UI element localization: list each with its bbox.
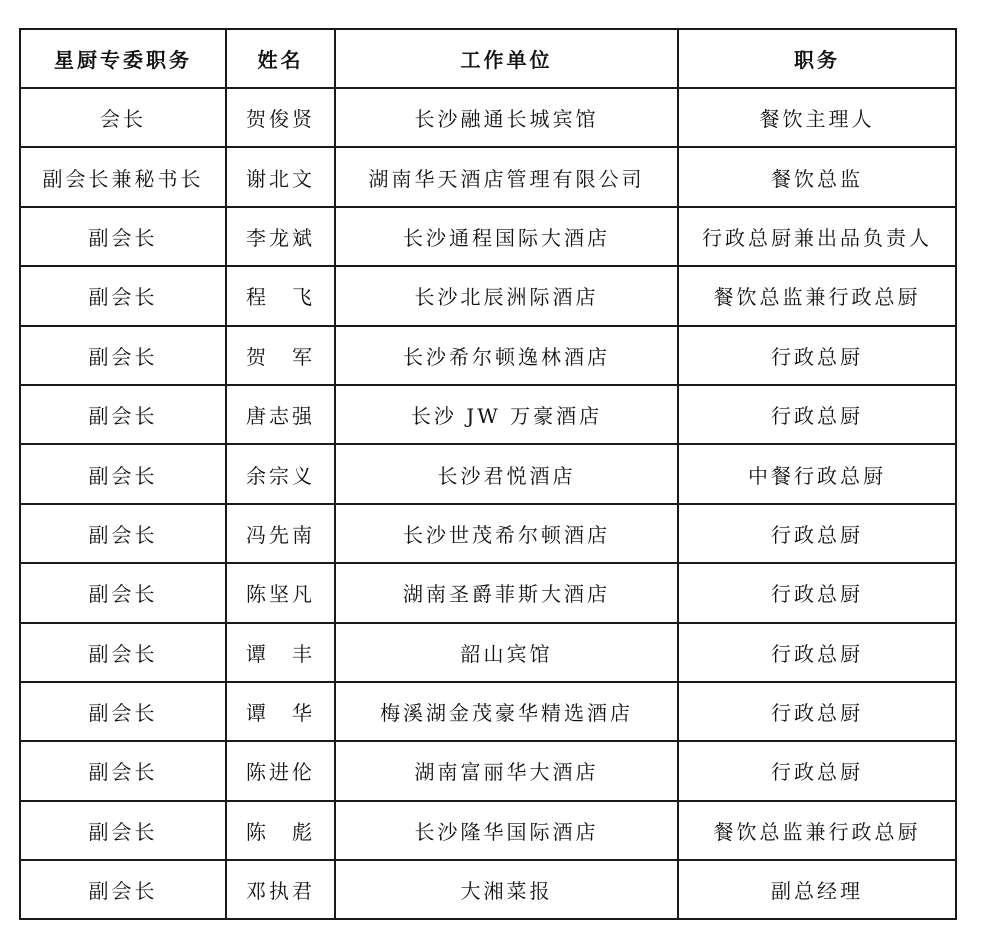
name-cell: 冯先南 <box>226 504 335 563</box>
position-cell: 餐饮总监兼行政总厨 <box>678 801 956 860</box>
name-cell: 谭 华 <box>226 682 335 741</box>
table-row <box>20 563 956 622</box>
role-cell: 副会长兼秘书长 <box>20 147 226 206</box>
position-cell: 行政总厨 <box>678 623 956 682</box>
unit-cell: 长沙君悦酒店 <box>335 444 678 503</box>
table-row <box>20 682 956 741</box>
name-cell: 陈 彪 <box>226 801 335 860</box>
position-cell: 行政总厨 <box>678 385 956 444</box>
position-cell: 副总经理 <box>678 860 956 919</box>
header-role: 星厨专委职务 <box>20 29 226 88</box>
header-row <box>20 29 956 88</box>
table-row <box>20 207 956 266</box>
table-row <box>20 147 956 206</box>
name-cell: 唐志强 <box>226 385 335 444</box>
role-cell: 副会长 <box>20 444 226 503</box>
name-cell: 陈进伦 <box>226 741 335 800</box>
unit-cell: 长沙融通长城宾馆 <box>335 88 678 147</box>
name-cell: 谢北文 <box>226 147 335 206</box>
position-cell: 餐饮主理人 <box>678 88 956 147</box>
role-cell: 副会长 <box>20 623 226 682</box>
unit-cell: 湖南圣爵菲斯大酒店 <box>335 563 678 622</box>
header-position: 职务 <box>678 29 956 88</box>
table-row <box>20 504 956 563</box>
position-cell: 餐饮总监兼行政总厨 <box>678 266 956 325</box>
position-cell: 行政总厨 <box>678 326 956 385</box>
role-cell: 副会长 <box>20 563 226 622</box>
role-cell: 副会长 <box>20 207 226 266</box>
table-row <box>20 326 956 385</box>
name-cell: 余宗义 <box>226 444 335 503</box>
position-cell: 行政总厨 <box>678 504 956 563</box>
table-row <box>20 860 956 919</box>
unit-cell: 梅溪湖金茂豪华精选酒店 <box>335 682 678 741</box>
table-row <box>20 88 956 147</box>
name-cell: 贺 军 <box>226 326 335 385</box>
position-cell: 行政总厨 <box>678 682 956 741</box>
name-cell: 陈坚凡 <box>226 563 335 622</box>
role-cell: 副会长 <box>20 860 226 919</box>
table-row <box>20 266 956 325</box>
unit-cell: 长沙希尔顿逸林酒店 <box>335 326 678 385</box>
table-row <box>20 741 956 800</box>
unit-cell: 长沙世茂希尔顿酒店 <box>335 504 678 563</box>
name-cell: 程 飞 <box>226 266 335 325</box>
unit-cell: 湖南华天酒店管理有限公司 <box>335 147 678 206</box>
role-cell: 会长 <box>20 88 226 147</box>
position-cell: 行政总厨 <box>678 741 956 800</box>
table-row <box>20 623 956 682</box>
table-header <box>20 29 956 88</box>
position-cell: 行政总厨 <box>678 563 956 622</box>
header-unit: 工作单位 <box>335 29 678 88</box>
table-row <box>20 385 956 444</box>
unit-cell: 韶山宾馆 <box>335 623 678 682</box>
table-row <box>20 801 956 860</box>
committee-table <box>19 28 957 920</box>
role-cell: 副会长 <box>20 801 226 860</box>
name-cell: 邓执君 <box>226 860 335 919</box>
table-row <box>20 444 956 503</box>
table-body <box>20 88 956 919</box>
header-name: 姓名 <box>226 29 335 88</box>
role-cell: 副会长 <box>20 504 226 563</box>
unit-cell: 长沙通程国际大酒店 <box>335 207 678 266</box>
role-cell: 副会长 <box>20 682 226 741</box>
unit-cell: 大湘菜报 <box>335 860 678 919</box>
name-cell: 李龙斌 <box>226 207 335 266</box>
position-cell: 餐饮总监 <box>678 147 956 206</box>
name-cell: 谭 丰 <box>226 623 335 682</box>
unit-cell: 长沙 JW 万豪酒店 <box>335 385 678 444</box>
role-cell: 副会长 <box>20 266 226 325</box>
position-cell: 行政总厨兼出品负责人 <box>678 207 956 266</box>
role-cell: 副会长 <box>20 385 226 444</box>
unit-cell: 长沙隆华国际酒店 <box>335 801 678 860</box>
role-cell: 副会长 <box>20 741 226 800</box>
name-cell: 贺俊贤 <box>226 88 335 147</box>
position-cell: 中餐行政总厨 <box>678 444 956 503</box>
role-cell: 副会长 <box>20 326 226 385</box>
unit-cell: 长沙北辰洲际酒店 <box>335 266 678 325</box>
unit-cell: 湖南富丽华大酒店 <box>335 741 678 800</box>
